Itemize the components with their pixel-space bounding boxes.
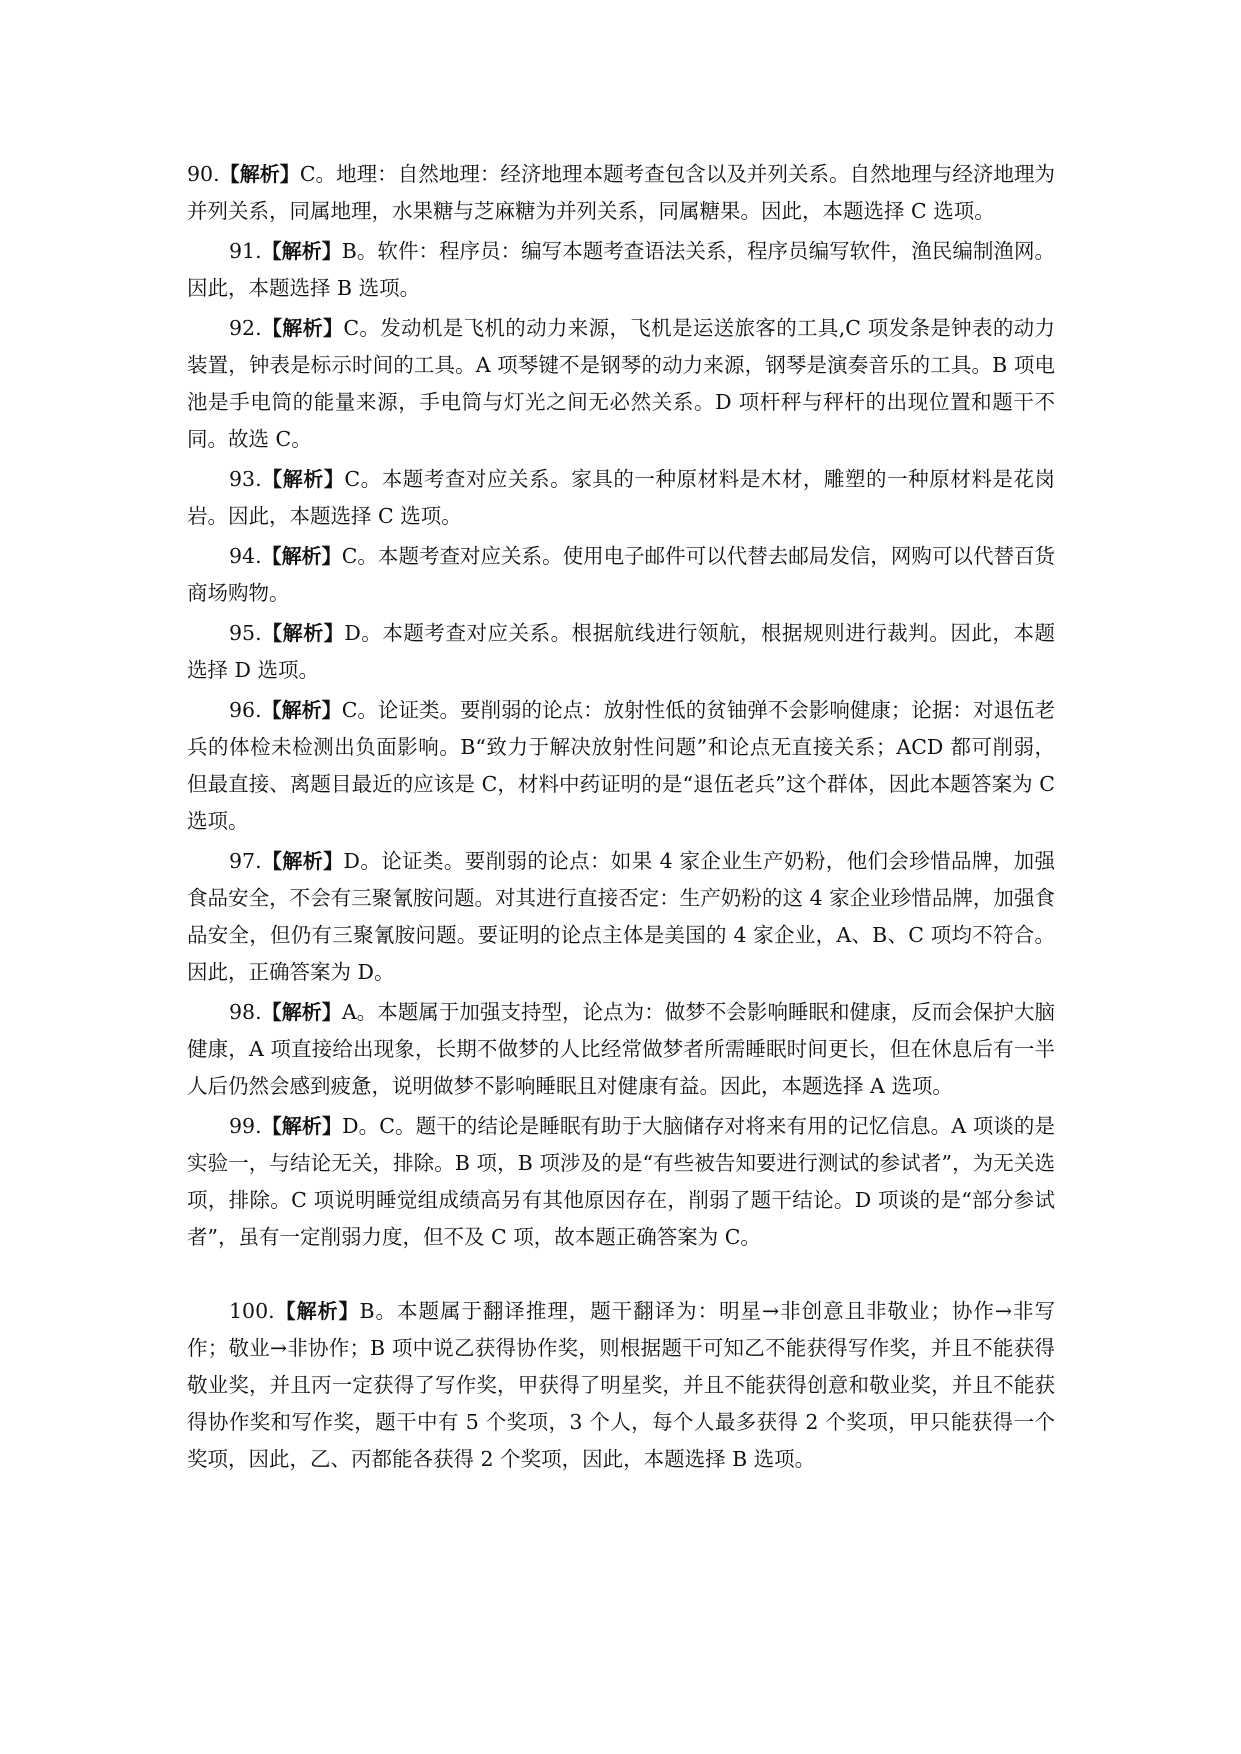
explanation-text: C。发动机是飞机的动力来源，飞机是运送旅客的工具,C 项发条是钟表的动力装置，钟表是标示时间的工具。A 项琴键不是钢琴的动力来源，钢琴是演奏音乐的工具。B 项电池是手电筒的能量来源，手电筒与灯光之间无必然关系。D 项杆秤与秤杆的出现位置和题干不同。故选 C。 [187, 316, 1056, 451]
analysis-tag: 【解析】 [261, 698, 342, 722]
question-number: 90. [187, 162, 220, 186]
question-number: 95. [229, 621, 262, 645]
explanation-94 [187, 538, 1055, 612]
question-number: 99. [229, 1114, 262, 1138]
analysis-tag: 【解析】 [261, 1114, 343, 1138]
explanation-100 [187, 1293, 1055, 1478]
question-number: 100. [229, 1299, 275, 1323]
analysis-tag: 【解析】 [274, 1299, 360, 1323]
explanation-90 [187, 156, 1055, 230]
analysis-tag: 【解析】 [261, 467, 345, 491]
analysis-tag: 【解析】 [261, 1000, 342, 1024]
question-number: 92. [229, 316, 262, 340]
explanation-text: D。论证类。要削弱的论点：如果 4 家企业生产奶粉，他们会珍惜品牌，加强食品安全，不会有三聚氰胺问题。对其进行直接否定：生产奶粉的这 4 家企业珍惜品牌，加强食品安全，但仍有三聚氰胺问题。要证明的论点主体是美国的 4 家企业，A、B、C 项均不符合。因此，正确答案为 D。 [187, 849, 1056, 984]
explanation-text: C。论证类。要削弱的论点：放射性低的贫铀弹不会影响健康；论据：对退伍老兵的体检未检测出负面影响。B“致力于解决放射性问题”和论点无直接关系；ACD 都可削弱，但最直接、离题目最近的应该是 C，材料中药证明的是“退伍老兵”这个群体，因此本题答案为 C 选项。 [187, 698, 1055, 833]
explanation-text: C。本题考查对应关系。使用电子邮件可以代替去邮局发信，网购可以代替百货商场购物。 [187, 544, 1055, 605]
analysis-tag: 【解析】 [261, 544, 342, 568]
analysis-tag: 【解析】 [219, 162, 300, 186]
explanation-96 [187, 692, 1055, 840]
explanation-text: C。本题考查对应关系。家具的一种原材料是木材，雕塑的一种原材料是花岗岩。因此，本题选择 C 选项。 [187, 467, 1056, 528]
explanation-text: B。本题属于翻译推理，题干翻译为：明星→非创意且非敬业；协作→非写作；敬业→非协作；B 项中说乙获得协作奖，则根据题干可知乙不能获得写作奖，并且不能获得敬业奖，并且丙一定获得了写作奖，甲获得了明星奖，并且不能获得创意和敬业奖，并且不能获得协作奖和写作奖，题干中有 5 个奖项，3 个人，每个人最多获得 2 个奖项，甲只能获得一个奖项，因此，乙、丙都能各获得 2 个奖项，因此，本题选择 B 选项。 [187, 1299, 1055, 1471]
answer-explanations [187, 156, 1055, 1481]
explanation-92 [187, 310, 1055, 458]
question-number: 94. [229, 544, 262, 568]
explanation-text: D。C。题干的结论是睡眠有助于大脑储存对将来有用的记忆信息。A 项谈的是实验一，与结论无关，排除。B 项，B 项涉及的是“有些被告知要进行测试的参试者”，为无关选项，排除。C 项说明睡觉组成绩高另有其他原因存在，削弱了题干结论。D 项谈的是“部分参试者”，虽有一定削弱力度，但不及 C 项，故本题正确答案为 C。 [187, 1114, 1055, 1249]
question-number: 96. [229, 698, 262, 722]
question-number: 97. [229, 849, 262, 873]
explanation-91 [187, 233, 1055, 307]
explanation-text: D。本题考查对应关系。根据航线进行领航，根据规则进行裁判。因此，本题选择 D 选项。 [187, 621, 1056, 682]
analysis-tag: 【解析】 [261, 239, 342, 263]
question-number: 98. [229, 1000, 262, 1024]
explanation-text: C。地理：自然地理：经济地理本题考查包含以及并列关系。自然地理与经济地理为并列关系，同属地理，水果糖与芝麻糖为并列关系，同属糖果。因此，本题选择 C 选项。 [187, 162, 1056, 223]
explanation-98 [187, 994, 1055, 1105]
explanation-93 [187, 461, 1055, 535]
analysis-tag: 【解析】 [261, 849, 344, 873]
explanation-95 [187, 615, 1055, 689]
explanation-text: A。本题属于加强支持型，论点为：做梦不会影响睡眠和健康，反而会保护大脑健康，A 项直接给出现象，长期不做梦的人比经常做梦者所需睡眠时间更长，但在休息后有一半人后仍然会感到疲惫，说明做梦不影响睡眠且对健康有益。因此，本题选择 A 选项。 [187, 1000, 1055, 1098]
explanation-97 [187, 843, 1055, 991]
question-number: 93. [229, 467, 262, 491]
analysis-tag: 【解析】 [261, 621, 345, 645]
explanation-99 [187, 1108, 1055, 1256]
question-number: 91. [229, 239, 262, 263]
explanation-text: B。软件：程序员：编写本题考查语法关系，程序员编写软件，渔民编制渔网。因此，本题选择 B 选项。 [187, 239, 1055, 300]
analysis-tag: 【解析】 [261, 316, 344, 340]
